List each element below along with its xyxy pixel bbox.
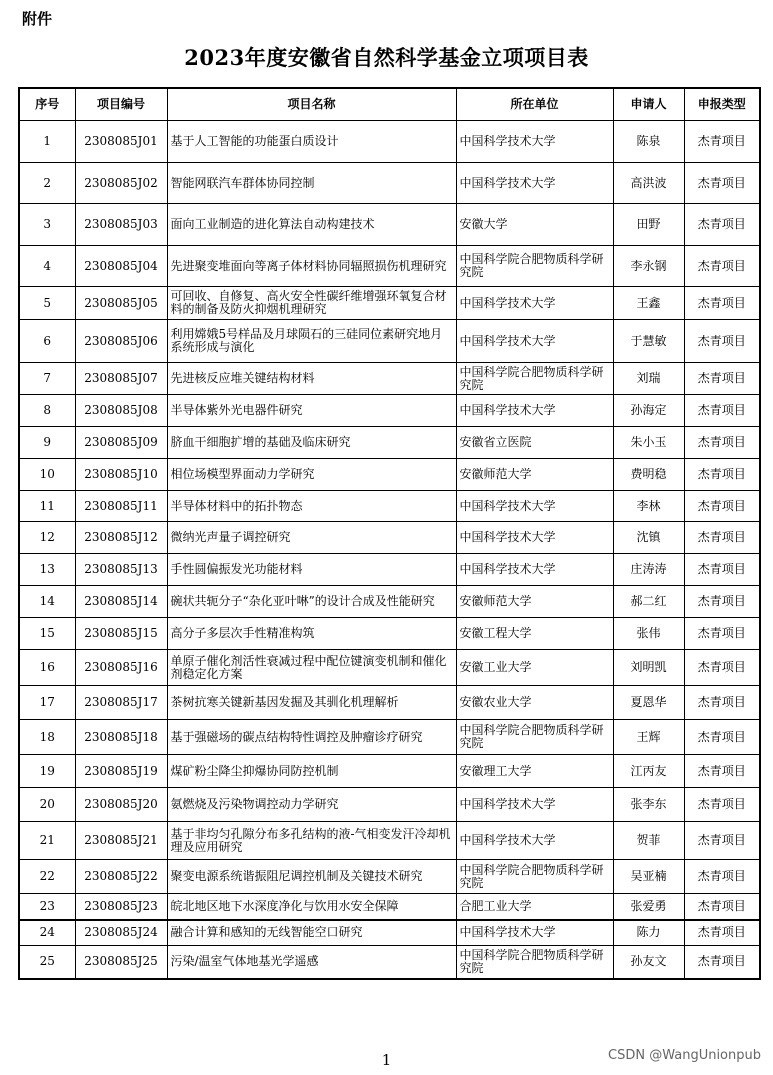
attachment-label: 附件 <box>22 10 53 28</box>
row-type: 杰青项目 <box>684 650 760 686</box>
row-unit: 中国科学技术大学 <box>456 287 613 320</box>
row-applicant: 贺菲 <box>613 822 684 860</box>
row-name: 高分子多层次手性精准构筑 <box>167 618 456 650</box>
row-seq: 19 <box>19 755 75 788</box>
row-name: 可回收、自修复、高火安全性碳纤维增强环氧复合材料的制备及防火抑烟机理研究 <box>167 287 456 320</box>
row-applicant: 吴亚楠 <box>613 860 684 894</box>
row-code: 2308085J03 <box>75 204 167 246</box>
row-unit: 中国科学院合肥物质科学研究院 <box>456 363 613 395</box>
row-code: 2308085J20 <box>75 788 167 822</box>
row-applicant: 张爱勇 <box>613 894 684 920</box>
row-name: 利用嫦娥5号样品及月球陨石的三硅同位素研究地月系统形成与演化 <box>167 320 456 363</box>
table-row <box>19 920 760 946</box>
row-seq: 15 <box>19 618 75 650</box>
row-seq: 7 <box>19 363 75 395</box>
row-type: 杰青项目 <box>684 894 760 920</box>
row-code: 2308085J21 <box>75 822 167 860</box>
page-number: 1 <box>381 1051 392 1069</box>
table-row <box>19 788 760 822</box>
row-applicant: 田野 <box>613 204 684 246</box>
row-applicant: 孙海定 <box>613 395 684 427</box>
row-unit: 中国科学技术大学 <box>456 320 613 363</box>
row-seq: 5 <box>19 287 75 320</box>
row-type: 杰青项目 <box>684 320 760 363</box>
row-applicant: 江丙友 <box>613 755 684 788</box>
table-row <box>19 163 760 204</box>
table-row <box>19 650 760 686</box>
watermark: CSDN @WangUnionpub <box>608 1048 761 1063</box>
table-row <box>19 586 760 618</box>
row-name: 煤矿粉尘降尘抑爆协同防控机制 <box>167 755 456 788</box>
table-row <box>19 522 760 554</box>
row-seq: 20 <box>19 788 75 822</box>
row-unit: 安徽农业大学 <box>456 686 613 720</box>
row-seq: 3 <box>19 204 75 246</box>
row-type: 杰青项目 <box>684 920 760 946</box>
row-unit: 合肥工业大学 <box>456 894 613 920</box>
row-name: 单原子催化剂活性衰减过程中配位键演变机制和催化剂稳定化方案 <box>167 650 456 686</box>
row-name: 智能网联汽车群体协同控制 <box>167 163 456 204</box>
row-unit: 中国科学技术大学 <box>456 163 613 204</box>
row-applicant: 孙友文 <box>613 946 684 979</box>
row-code: 2308085J04 <box>75 246 167 287</box>
row-code: 2308085J10 <box>75 459 167 491</box>
row-type: 杰青项目 <box>684 246 760 287</box>
row-applicant: 朱小玉 <box>613 427 684 459</box>
row-code: 2308085J17 <box>75 686 167 720</box>
row-code: 2308085J22 <box>75 860 167 894</box>
row-type: 杰青项目 <box>684 459 760 491</box>
row-code: 2308085J01 <box>75 121 167 163</box>
row-unit: 安徽省立医院 <box>456 427 613 459</box>
row-name: 先进聚变堆面向等离子体材料协同辐照损伤机理研究 <box>167 246 456 287</box>
row-type: 杰青项目 <box>684 204 760 246</box>
project-table <box>18 87 761 980</box>
row-seq: 22 <box>19 860 75 894</box>
row-applicant: 郝二红 <box>613 586 684 618</box>
row-type: 杰青项目 <box>684 755 760 788</box>
row-code: 2308085J19 <box>75 755 167 788</box>
row-code: 2308085J07 <box>75 363 167 395</box>
row-name: 基于非均匀孔隙分布多孔结构的液-气相变发汗冷却机理及应用研究 <box>167 822 456 860</box>
row-seq: 2 <box>19 163 75 204</box>
row-seq: 9 <box>19 427 75 459</box>
row-type: 杰青项目 <box>684 822 760 860</box>
row-type: 杰青项目 <box>684 586 760 618</box>
row-unit: 中国科学技术大学 <box>456 491 613 522</box>
row-code: 2308085J12 <box>75 522 167 554</box>
row-applicant: 刘明凯 <box>613 650 684 686</box>
row-seq: 6 <box>19 320 75 363</box>
row-seq: 4 <box>19 246 75 287</box>
table-row <box>19 287 760 320</box>
table-row <box>19 618 760 650</box>
row-code: 2308085J14 <box>75 586 167 618</box>
row-type: 杰青项目 <box>684 686 760 720</box>
row-type: 杰青项目 <box>684 427 760 459</box>
row-type: 杰青项目 <box>684 287 760 320</box>
row-applicant: 张李东 <box>613 788 684 822</box>
row-name: 聚变电源系统谐振阻尼调控机制及关键技术研究 <box>167 860 456 894</box>
row-unit: 中国科学院合肥物质科学研究院 <box>456 860 613 894</box>
row-name: 半导体紫外光电器件研究 <box>167 395 456 427</box>
row-code: 2308085J23 <box>75 894 167 920</box>
table-row <box>19 204 760 246</box>
row-type: 杰青项目 <box>684 946 760 979</box>
row-applicant: 王鑫 <box>613 287 684 320</box>
table-row <box>19 755 760 788</box>
row-name: 基于人工智能的功能蛋白质设计 <box>167 121 456 163</box>
row-seq: 1 <box>19 121 75 163</box>
table-row <box>19 427 760 459</box>
table-row <box>19 121 760 163</box>
row-code: 2308085J25 <box>75 946 167 979</box>
row-seq: 8 <box>19 395 75 427</box>
row-seq: 25 <box>19 946 75 979</box>
row-code: 2308085J02 <box>75 163 167 204</box>
table-row <box>19 894 760 920</box>
row-name: 污染/温室气体地基光学遥感 <box>167 946 456 979</box>
row-type: 杰青项目 <box>684 788 760 822</box>
row-unit: 中国科学院合肥物质科学研究院 <box>456 720 613 755</box>
row-seq: 24 <box>19 920 75 946</box>
table-row <box>19 395 760 427</box>
header-code: 项目编号 <box>75 88 167 121</box>
row-name: 手性圆偏振发光功能材料 <box>167 554 456 586</box>
row-applicant: 陈力 <box>613 920 684 946</box>
row-name: 相位场模型界面动力学研究 <box>167 459 456 491</box>
row-applicant: 王辉 <box>613 720 684 755</box>
row-applicant: 张伟 <box>613 618 684 650</box>
table-row <box>19 554 760 586</box>
row-code: 2308085J08 <box>75 395 167 427</box>
row-name: 脐血干细胞扩增的基础及临床研究 <box>167 427 456 459</box>
row-unit: 中国科学技术大学 <box>456 822 613 860</box>
row-unit: 中国科学技术大学 <box>456 522 613 554</box>
row-type: 杰青项目 <box>684 363 760 395</box>
row-type: 杰青项目 <box>684 554 760 586</box>
row-name: 半导体材料中的拓扑物态 <box>167 491 456 522</box>
row-name: 面向工业制造的进化算法自动构建技术 <box>167 204 456 246</box>
row-code: 2308085J13 <box>75 554 167 586</box>
row-applicant: 刘瑞 <box>613 363 684 395</box>
row-seq: 14 <box>19 586 75 618</box>
row-unit: 中国科学院合肥物质科学研究院 <box>456 946 613 979</box>
row-type: 杰青项目 <box>684 522 760 554</box>
row-code: 2308085J05 <box>75 287 167 320</box>
table-row <box>19 363 760 395</box>
row-applicant: 费明稳 <box>613 459 684 491</box>
header-name: 项目名称 <box>167 88 456 121</box>
row-seq: 16 <box>19 650 75 686</box>
header-type: 申报类型 <box>684 88 760 121</box>
row-applicant: 沈镇 <box>613 522 684 554</box>
row-name: 微纳光声量子调控研究 <box>167 522 456 554</box>
row-name: 碗状共轭分子“杂化亚叶啉”的设计合成及性能研究 <box>167 586 456 618</box>
row-type: 杰青项目 <box>684 720 760 755</box>
row-applicant: 李永钢 <box>613 246 684 287</box>
row-unit: 安徽大学 <box>456 204 613 246</box>
row-seq: 11 <box>19 491 75 522</box>
row-code: 2308085J15 <box>75 618 167 650</box>
row-unit: 安徽理工大学 <box>456 755 613 788</box>
row-unit: 中国科学技术大学 <box>456 554 613 586</box>
row-unit: 安徽工业大学 <box>456 650 613 686</box>
row-seq: 13 <box>19 554 75 586</box>
row-type: 杰青项目 <box>684 618 760 650</box>
table-row <box>19 860 760 894</box>
table-row <box>19 686 760 720</box>
table-row <box>19 720 760 755</box>
row-applicant: 于慧敏 <box>613 320 684 363</box>
row-type: 杰青项目 <box>684 163 760 204</box>
row-name: 先进核反应堆关键结构材料 <box>167 363 456 395</box>
row-seq: 17 <box>19 686 75 720</box>
table-row <box>19 459 760 491</box>
row-type: 杰青项目 <box>684 121 760 163</box>
row-name: 皖北地区地下水深度净化与饮用水安全保障 <box>167 894 456 920</box>
table-header-row <box>19 88 760 121</box>
row-seq: 12 <box>19 522 75 554</box>
table-row <box>19 246 760 287</box>
page-title: 2023年度安徽省自然科学基金立项项目表 <box>184 45 589 70</box>
row-code: 2308085J11 <box>75 491 167 522</box>
row-seq: 18 <box>19 720 75 755</box>
row-name: 茶树抗寒关键新基因发掘及其驯化机理解析 <box>167 686 456 720</box>
row-code: 2308085J24 <box>75 920 167 946</box>
row-name: 氨燃烧及污染物调控动力学研究 <box>167 788 456 822</box>
row-seq: 21 <box>19 822 75 860</box>
row-unit: 中国科学院合肥物质科学研究院 <box>456 246 613 287</box>
row-name: 融合计算和感知的无线智能空口研究 <box>167 920 456 946</box>
row-type: 杰青项目 <box>684 395 760 427</box>
row-seq: 23 <box>19 894 75 920</box>
row-unit: 安徽工程大学 <box>456 618 613 650</box>
row-unit: 中国科学技术大学 <box>456 121 613 163</box>
row-seq: 10 <box>19 459 75 491</box>
header-unit: 所在单位 <box>456 88 613 121</box>
row-applicant: 庄涛涛 <box>613 554 684 586</box>
row-applicant: 李林 <box>613 491 684 522</box>
table-body <box>19 121 760 979</box>
table-row <box>19 491 760 522</box>
table-row <box>19 946 760 979</box>
header-applicant: 申请人 <box>613 88 684 121</box>
row-code: 2308085J06 <box>75 320 167 363</box>
row-unit: 中国科学技术大学 <box>456 788 613 822</box>
table-row <box>19 320 760 363</box>
row-unit: 安徽师范大学 <box>456 459 613 491</box>
table-row <box>19 822 760 860</box>
row-unit: 中国科学技术大学 <box>456 920 613 946</box>
row-name: 基于强磁场的碳点结构特性调控及肿瘤诊疗研究 <box>167 720 456 755</box>
row-unit: 安徽师范大学 <box>456 586 613 618</box>
row-unit: 中国科学技术大学 <box>456 395 613 427</box>
row-type: 杰青项目 <box>684 860 760 894</box>
row-applicant: 高洪波 <box>613 163 684 204</box>
row-code: 2308085J09 <box>75 427 167 459</box>
header-seq: 序号 <box>19 88 75 121</box>
row-code: 2308085J18 <box>75 720 167 755</box>
row-code: 2308085J16 <box>75 650 167 686</box>
row-applicant: 陈泉 <box>613 121 684 163</box>
row-type: 杰青项目 <box>684 491 760 522</box>
row-applicant: 夏恩华 <box>613 686 684 720</box>
